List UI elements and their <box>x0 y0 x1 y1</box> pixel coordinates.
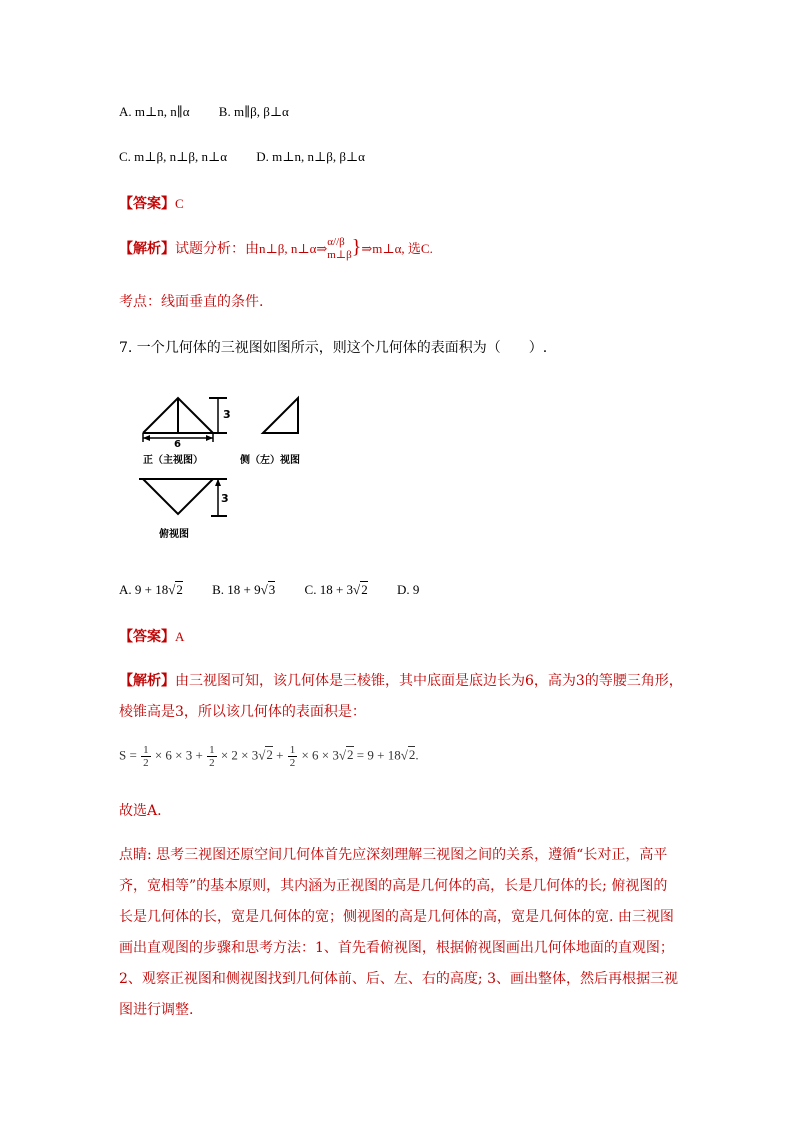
option-d: D. m⊥n, n⊥β, β⊥α <box>256 149 365 164</box>
formula-rad3: 2 <box>408 747 416 763</box>
analysis-text-start: 试题分析：由 <box>175 241 259 257</box>
fraction-half-2 <box>207 744 217 769</box>
options-row-cd <box>119 149 365 165</box>
answer-prev <box>119 193 184 213</box>
answer7-value: A <box>175 629 185 644</box>
formula-lhs: S = <box>119 747 137 763</box>
analysis-prev <box>119 236 433 262</box>
frac3-den: 2 <box>289 757 296 769</box>
stack-top: α//β <box>327 236 345 248</box>
analysis-7 <box>119 666 689 728</box>
option-c: C. m⊥β, n⊥β, n⊥α <box>119 149 227 164</box>
condition-stack <box>327 236 352 262</box>
analysis-label: 【解析】 <box>119 241 175 257</box>
formula-term2: × 2 × 3 <box>220 747 259 763</box>
answer-value: C <box>175 196 184 211</box>
q7-option-a-rad: 2 <box>176 582 183 597</box>
dianjing-line6: 图进行调整. <box>119 1002 194 1018</box>
formula-plus: + <box>276 747 284 763</box>
dianjing-line5: 2、观察正视图和侧视图找到几何体前、后、左、右的高度; 3、画出整体，然后再根据三视 <box>119 971 678 987</box>
q7-option-c-expr: 18 + 3 <box>319 582 354 597</box>
kaodian: 考点：线面垂直的条件. <box>119 294 264 310</box>
frac2-num: 1 <box>209 744 215 756</box>
top-view <box>139 479 229 540</box>
formula-rad2: 2 <box>347 747 354 763</box>
frac1-num: 1 <box>143 744 149 756</box>
formula-term3: × 6 × 3 <box>301 747 339 763</box>
choose-answer: 故选A. <box>119 803 162 819</box>
analysis-cond1: n⊥β, n⊥α⇒ <box>259 241 328 256</box>
frac3-num: 1 <box>289 744 296 756</box>
analysis7-label: 【解析】 <box>119 673 175 689</box>
analysis7-line1-text: 由三视图可知，该几何体是三棱锥，其中底面是底边长为6，高为3的等腰三角形， <box>175 673 683 689</box>
analysis7-line2: 棱锥高是3，所以该几何体的表面积是： <box>119 704 366 720</box>
side-view <box>239 398 300 466</box>
front-view <box>143 398 231 466</box>
side-caption: 侧（左）视图 <box>240 455 300 466</box>
formula-rad1: 2 <box>266 747 273 763</box>
dim-height-top-label: 3 <box>221 492 229 505</box>
frac1-den: 2 <box>143 757 149 769</box>
question-7: 7. 一个几何体的三视图如图所示，则这个几何体的表面积为（ ）. <box>119 340 548 356</box>
formula-end: . <box>415 747 419 763</box>
analysis-conclusion: ⇒m⊥α, 选C. <box>361 241 433 256</box>
surface-area-formula: S = $\frac{1}{2}$ × 6 × 3 + $\frac{1}{2}$ × 2 × 3√2 + $\frac{1}{2}$ × 6 × 3√2 = 9 + 18√2. <box>119 744 419 769</box>
options-row-ab <box>119 104 289 120</box>
q7-option-d: D. 9 <box>396 582 420 597</box>
q7-option-b: B. 18 + 9√3 <box>212 582 276 597</box>
frac2-den: 2 <box>209 757 215 769</box>
q7-option-c-prefix: C. <box>304 582 317 597</box>
dianjing-line1: 点睛: 思考三视图还原空间几何体首先应深刻理解三视图之间的关系，遵循“长对正，高平 <box>119 847 668 863</box>
stack-bottom: m⊥β <box>327 249 352 261</box>
q7-option-a-prefix: A. <box>119 582 132 597</box>
brace: } <box>351 236 362 258</box>
fraction-half-3 <box>288 744 298 769</box>
analysis7-line1 <box>119 666 689 697</box>
q7-option-a: A. 9 + 18√2 <box>119 582 183 597</box>
dianjing-line4: 画出直观图的步骤和思考方法：1、首先看俯视图，根据俯视图画出几何体地面的直观图； <box>119 940 674 956</box>
answer7-label: 【答案】 <box>119 629 175 645</box>
dianjing-line2: 齐，宽相等”的基本原则，其内涵为正视图的高是几何体的高，长是几何体的长; 俯视图的 <box>119 878 668 894</box>
dianjing <box>119 840 689 1026</box>
q7-option-c-rad: 2 <box>361 582 368 597</box>
q7-option-c: C. 18 + 3√2 <box>304 582 368 597</box>
answer-label: 【答案】 <box>119 196 175 212</box>
formula-result: = 9 + 18 <box>356 747 401 763</box>
dim-width-label: 6 <box>174 439 181 450</box>
dim-height-front-label: 3 <box>223 408 231 421</box>
top-caption: 俯视图 <box>159 529 189 540</box>
option-a: A. m⊥n, n∥α <box>119 104 190 119</box>
q7-option-a-expr: 9 + 18 <box>134 582 169 597</box>
three-view-figure <box>135 390 345 550</box>
fraction-half-1 <box>141 744 151 769</box>
q7-options <box>119 582 419 598</box>
formula-term1: × 6 × 3 + <box>154 747 203 763</box>
q7-option-b-rad: 3 <box>268 582 276 597</box>
front-caption: 正（主视图） <box>143 455 203 466</box>
dianjing-line3: 长是几何体的长，宽是几何体的宽；侧视图的高是几何体的高，宽是几何体的宽. 由三视图 <box>119 909 674 925</box>
q7-option-b-prefix: B. <box>212 582 225 597</box>
answer-7 <box>119 626 184 646</box>
option-b: B. m∥β, β⊥α <box>218 104 289 119</box>
q7-option-b-expr: 18 + 9 <box>227 582 261 597</box>
